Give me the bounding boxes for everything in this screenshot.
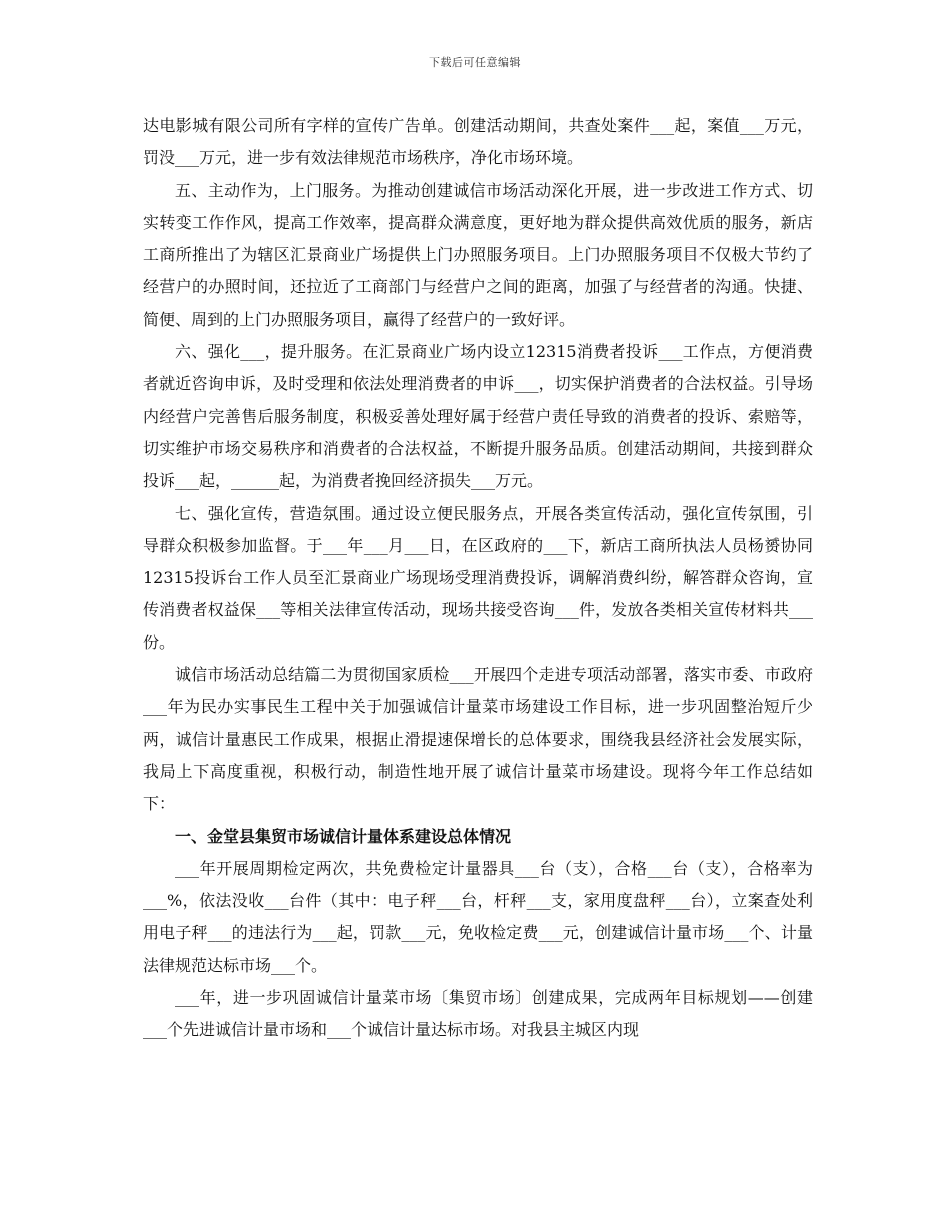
paragraph-section-7: 七、强化宣传，营造氛围。通过设立便民服务点，开展各类宣传活动，强化宣传氛围，引导群众积极参加监督。于___年___月___日，在区政府的___下，新店工商所执法人员杨赟协同12315投诉台工作人员至汇景商业广场现场受理消费投诉，调解消费纠纷，解答群众咨询，宣传消费者权益保___等相关法律宣传活动，现场共接受咨询___件，发放各类相关宣传材料共___份。 xyxy=(143,503,813,652)
paragraph-section-6: 六、强化___，提升服务。在汇景商业广场内设立12315消费者投诉___工作点，方便消费者就近咨询申诉，及时受理和依法处理消费者的申诉___，切实保护消费者的合法权益。引导场内经营户完善售后服务制度，积极妥善处理好属于经营户责任导致的消费者的投诉、索赔等，切实维护市场交易秩序和消费者的合法权益，不断提升服务品质。创建活动期间，共接到群众投诉___起，______起，为消费者挽回经济损失___万元。 xyxy=(143,342,813,491)
page-header: 下载后可任意编辑 xyxy=(429,56,521,69)
paragraph-1: 达电影城有限公司所有字样的宣传广告单。创建活动期间，共查处案件___起，案值___万元，罚没___万元，进一步有效法律规范市场秩序，净化市场环境。 xyxy=(143,116,813,168)
paragraph-statistics: ___年开展周期检定两次，共免费检定计量器具___台（支），合格___台（支），合格率为___%，依法没收___台件（其中：电子秤___台，杆秤___支，家用度盘秤___台），立案查处利用电子秤___的违法行为___起，罚款___元，免收检定费___元，创建诚信计量市场___个、计量法律规范达标市场___个。 xyxy=(143,858,813,975)
paragraph-targets: ___年，进一步巩固诚信计量菜市场〔集贸市场〕创建成果，完成两年目标规划——创建___个先进诚信计量市场和___个诚信计量达标市场。对我县主城区内现 xyxy=(143,988,813,1040)
section-heading: 一、金堂县集贸市场诚信计量体系建设总体情况 xyxy=(175,826,512,846)
paragraph-summary-intro: 诚信市场活动总结篇二为贯彻国家质检___开展四个走进专项活动部署，落实市委、市政府___年为民办实事民生工程中关于加强诚信计量菜市场建设工作目标，进一步巩固整治短斤少两，诚信计量惠民工作成果，根据止滑提速保增长的总体要求，围绕我县经济社会发展实际，我局上下高度重视，积极行动，制造性地开展了诚信计量菜市场建设。现将今年工作总结如下： xyxy=(143,665,813,814)
document-body xyxy=(143,110,813,1047)
paragraph-section-5: 五、主动作为，上门服务。为推动创建诚信市场活动深化开展，进一步改进工作方式、切实转变工作作风，提高工作效率，提高群众满意度，更好地为群众提供高效优质的服务，新店工商所推出了为辖区汇景商业广场提供上门办照服务项目。上门办照服务项目不仅极大节约了经营户的办照时间，还拉近了工商部门与经营户之间的距离，加强了与经营者的沟通。快捷、简便、周到的上门办照服务项目，赢得了经营户的一致好评。 xyxy=(143,180,813,329)
